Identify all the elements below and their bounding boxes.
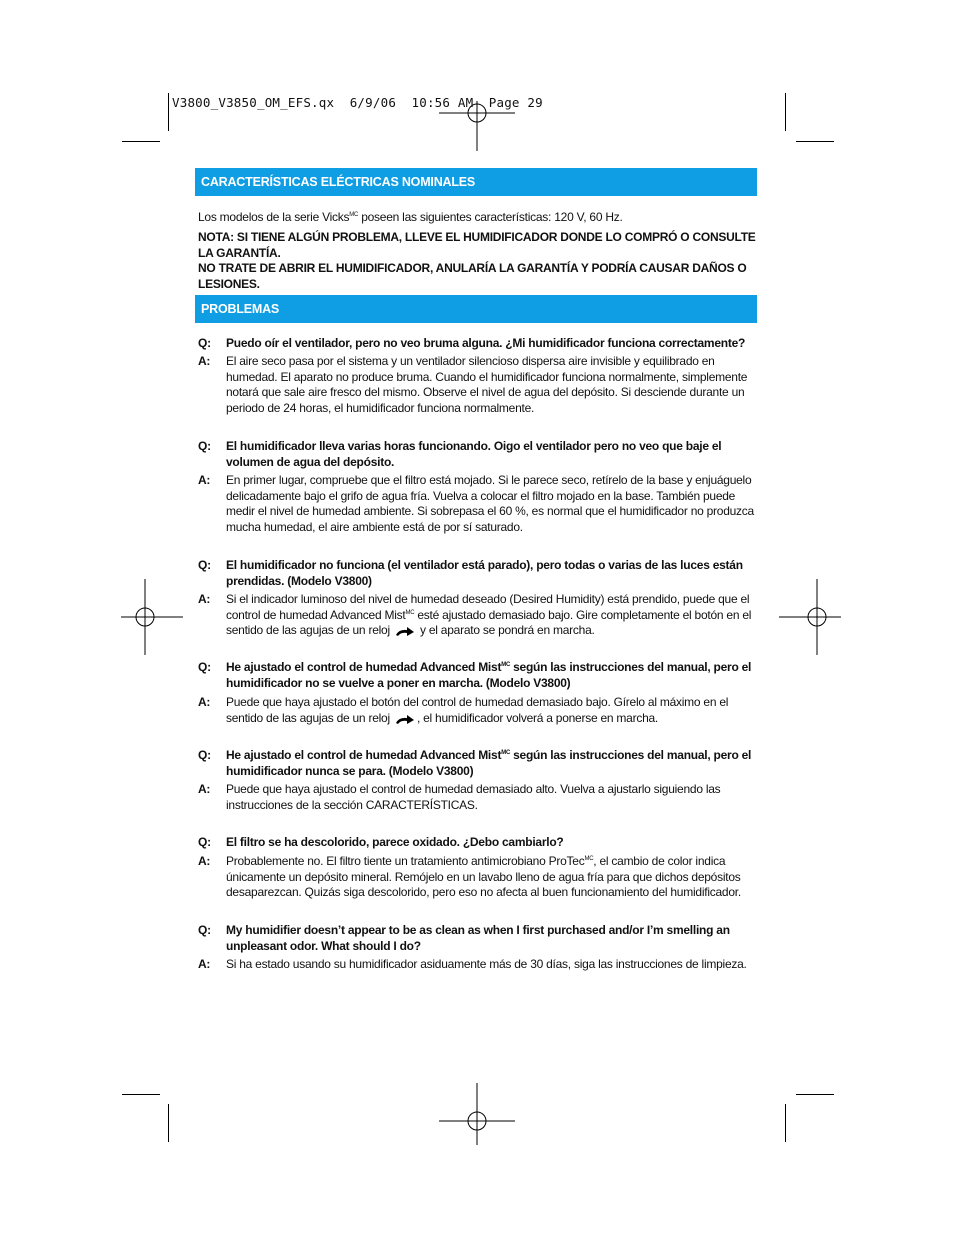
answer: A: Probablemente no. El filtro tiente un tratamiento antimicrobiano ProTec$^{MC}$, el cambio de color indica únicamente un depósito mineral. Remójelo en un lavabo lleno de agua fría para que dichos depósitos desaparezcan. Quizás siga descolorido, pero eso no afecta al buen funcionamiento del humidificador.	[198, 854, 741, 899]
answer: A: El aire seco pasa por el sistema y un ventilador silencioso dispersa aire invisible y equilibrado en humedad. El aparato no produce bruma. Cuando el humidificador funciona normalmente, simplemente notará que sale aire fresco del mismo. Observe el nivel de agua del depósito. Si desciende durante un periodo de 24 horas, el humidificador funciona normalmente.	[198, 354, 748, 415]
warranty-note: NOTA: SI TIENE ALGÚN PROBLEMA, LLEVE EL HUMIDIFICADOR DONDE LO COMPRÓ O CONSULTE LA GARANTÍA. NO TRATE DE ABRIR EL HUMIDIFICADOR, ANULARÍA LA GARANTÍA Y PODRÍA CAUSAR DAÑOS O LESIONES.	[198, 230, 756, 291]
registration-mark-right	[779, 579, 855, 655]
registration-mark-top	[439, 75, 515, 151]
crop-mark	[122, 141, 160, 142]
crop-mark	[168, 1104, 169, 1142]
crop-mark	[796, 141, 834, 142]
question: Q: Puedo oír el ventilador, pero no veo bruma alguna. ¿Mi humidificador funciona correctamente?	[198, 336, 746, 350]
answer: A: En primer lugar, compruebe que el filtro está mojado. Si le parece seco, retírelo de la base y enjuáguelo delicadamente bajo el grifo de agua fría. Vuelva a colocar el filtro mojado en la base. También puede medir el nivel de humedad ambiente. Si sobrepasa el 60 %, es normal que el humidificador no produzca mucha humedad, el aire ambiente está de por sí saturado.	[198, 473, 754, 534]
answer: A: Si el indicador luminoso del nivel de humedad deseado (Desired Humidity) está prendido, puede que el control de humedad Advanced Mist$^{MC}$ esté ajustado demasiado bajo. Gire completamente el botón en el sentido de las agujas de un reloj y el aparato se pondrá en marcha.	[198, 592, 752, 637]
clockwise-dial-icon	[395, 626, 415, 636]
question: Q: He ajustado el control de humedad Advanced Mist$^{MC}$ según las instrucciones del manual, pero el humidificador nunca se para. (Modelo V3800)	[198, 748, 752, 778]
electrical-intro: Los modelos de la serie Vicks$^{MC}$ poseen las siguientes características: 120 V, 60 Hz.	[198, 210, 623, 224]
answer: A: Puede que haya ajustado el botón del control de humedad demasiado bajo. Gírelo al máximo en el sentido de las agujas de un reloj , el humidificador volverá a ponerse en marcha.	[198, 695, 729, 725]
question: Q: My humidifier doesn’t appear to be as clean as when I first purchased and/or I’m smelling an unpleasant odor. What should I do?	[198, 923, 730, 953]
clockwise-dial-icon	[395, 714, 415, 724]
crop-mark	[785, 93, 786, 131]
section-title: CARACTERÍSTICAS ELÉCTRICAS NOMINALES	[201, 175, 476, 189]
question: Q: He ajustado el control de humedad Advanced Mist$^{MC}$ según las instrucciones del manual, pero el humidificador no se vuelve a poner en marcha. (Modelo V3800)	[198, 660, 752, 690]
answer: A: Puede que haya ajustado el control de humedad demasiado alto. Vuelva a ajustarlo siguiendo las instrucciones de la sección CARACTERÍSTICAS.	[198, 782, 721, 812]
question: Q: El humidificador lleva varias horas funcionando. Oigo el ventilador pero no veo que baje el volumen de agua del depósito.	[198, 439, 722, 469]
registration-mark-left	[107, 579, 183, 655]
section-header-electrical	[195, 168, 757, 196]
question: Q: El filtro se ha descolorido, parece oxidado. ¿Debo cambiarlo?	[198, 835, 564, 849]
question: Q: El humidificador no funciona (el ventilador está parado), pero todas o varias de las luces están prendidas. (Modelo V3800)	[198, 558, 743, 588]
crop-mark	[796, 1094, 834, 1095]
print-slug: V3800_V3850_OM_EFS.qx 6/9/06 10:56 AM Page 29	[172, 95, 543, 110]
answer: A: Si ha estado usando su humidificador asiduamente más de 30 días, siga las instrucciones de limpieza.	[198, 957, 747, 971]
crop-mark	[785, 1104, 786, 1142]
crop-mark	[168, 93, 169, 131]
crop-mark	[122, 1094, 160, 1095]
section-title: PROBLEMAS	[201, 302, 280, 316]
registration-mark-bottom	[439, 1083, 515, 1159]
section-header-problems	[195, 295, 757, 323]
